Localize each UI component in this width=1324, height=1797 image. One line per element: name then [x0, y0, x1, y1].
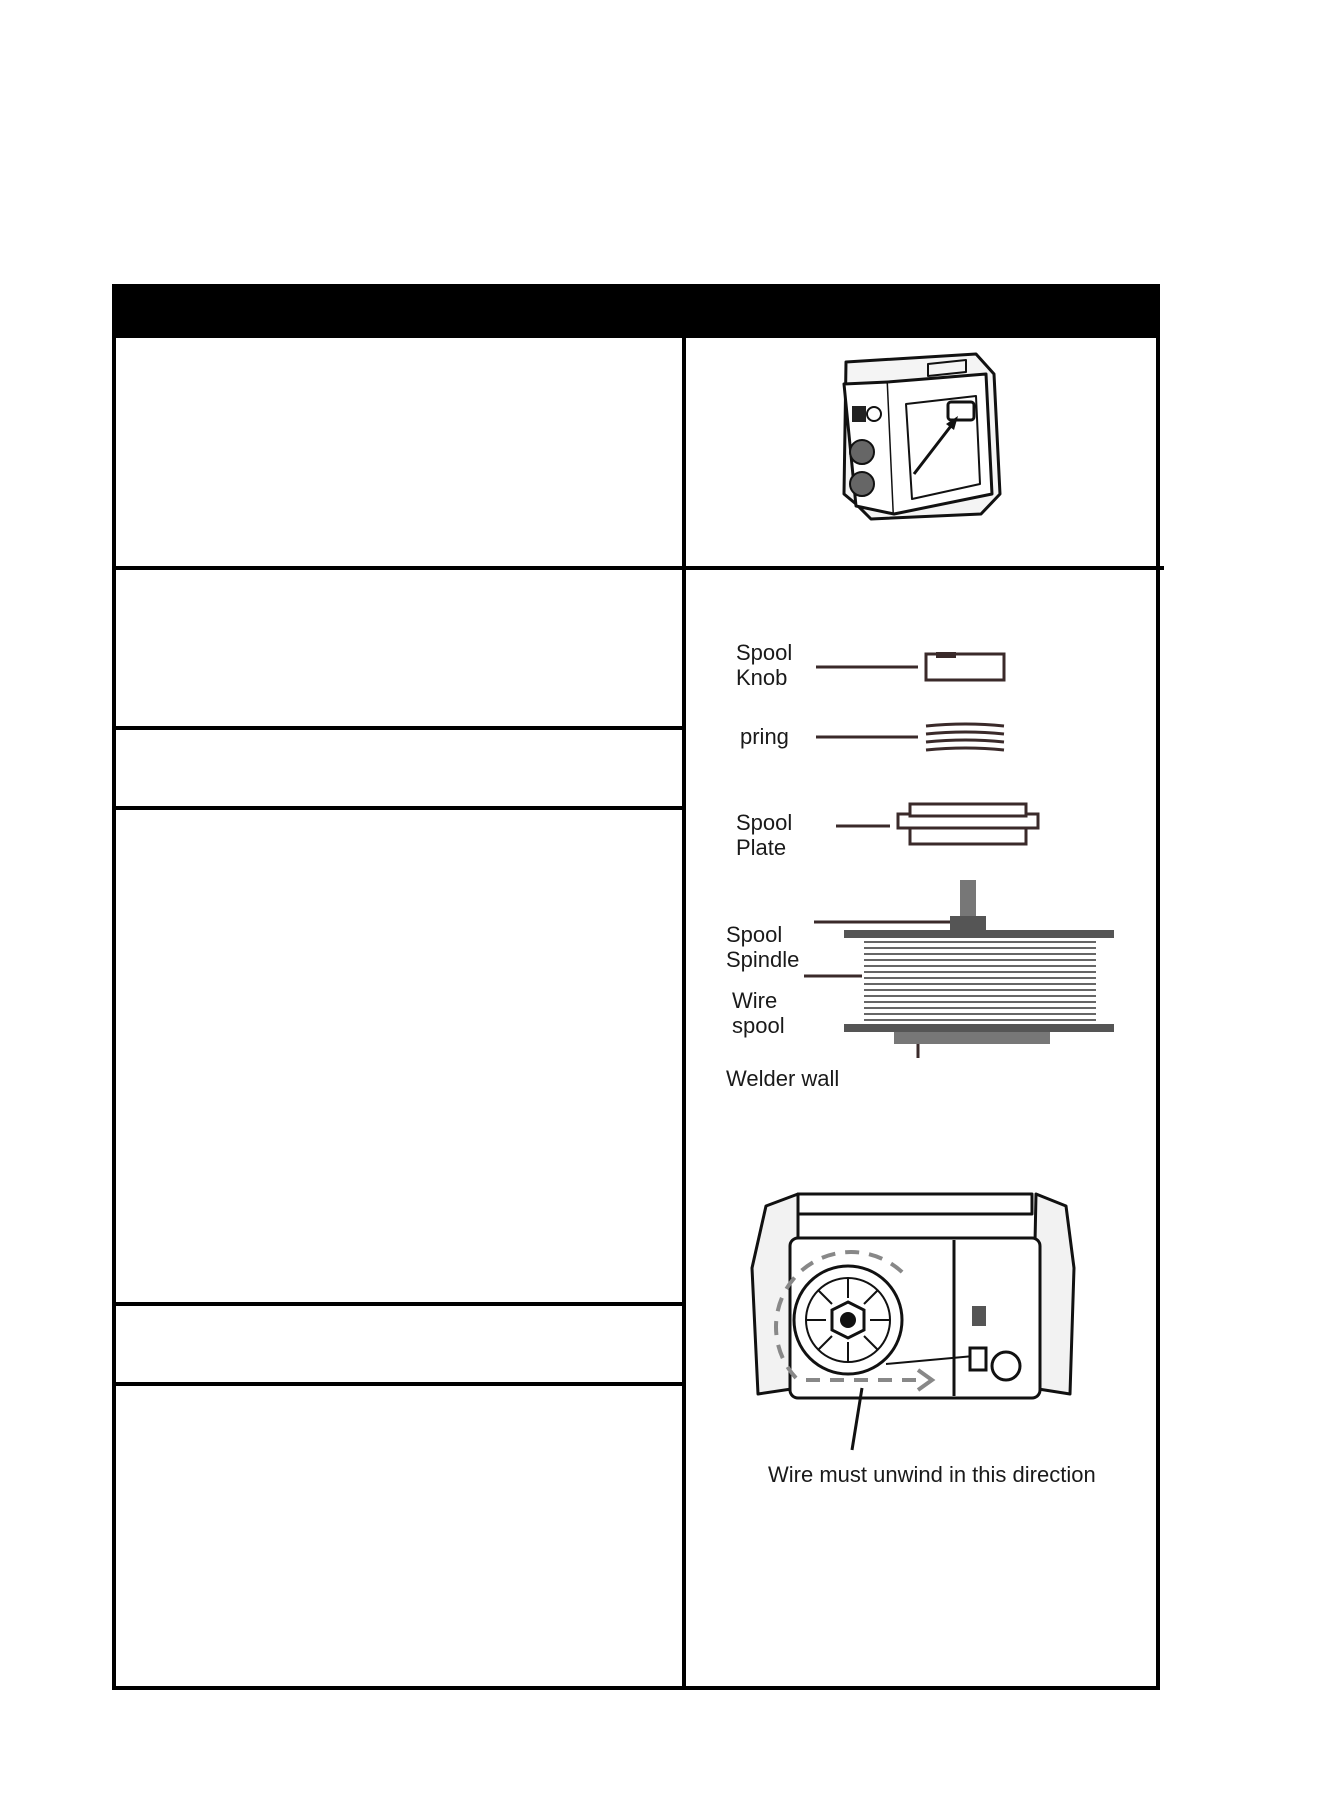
label-welder-wall: Welder wall	[726, 1066, 840, 1091]
label-spring: pring	[740, 724, 789, 749]
welder-side-panel-illustration	[816, 344, 1016, 524]
welder-wall-shape	[894, 1032, 1050, 1044]
label-spool-plate: Spool Plate	[736, 810, 793, 860]
welder-interior-illustration	[736, 1188, 1096, 1488]
step-cell-5	[116, 1306, 682, 1382]
wire-direction-caption: Wire must unwind in this direction	[768, 1462, 1096, 1487]
label-wire-spool: Wire spool	[732, 988, 785, 1038]
step-cell-6	[116, 1386, 682, 1686]
step-cell-3	[116, 730, 682, 806]
step-cell-4	[116, 810, 682, 1302]
column-divider	[682, 338, 686, 1690]
spool-spindle-shape	[960, 880, 976, 920]
step-cell-1	[116, 342, 682, 566]
label-spool-spindle: Spool Spindle	[726, 922, 800, 972]
spring-shape	[926, 724, 1004, 750]
step-cell-2	[116, 570, 682, 726]
instruction-table	[112, 284, 1160, 1690]
table-header-bar	[116, 288, 1156, 338]
label-spool-knob: Spool Knob	[736, 640, 793, 690]
wire-spool-shape	[844, 930, 1114, 938]
